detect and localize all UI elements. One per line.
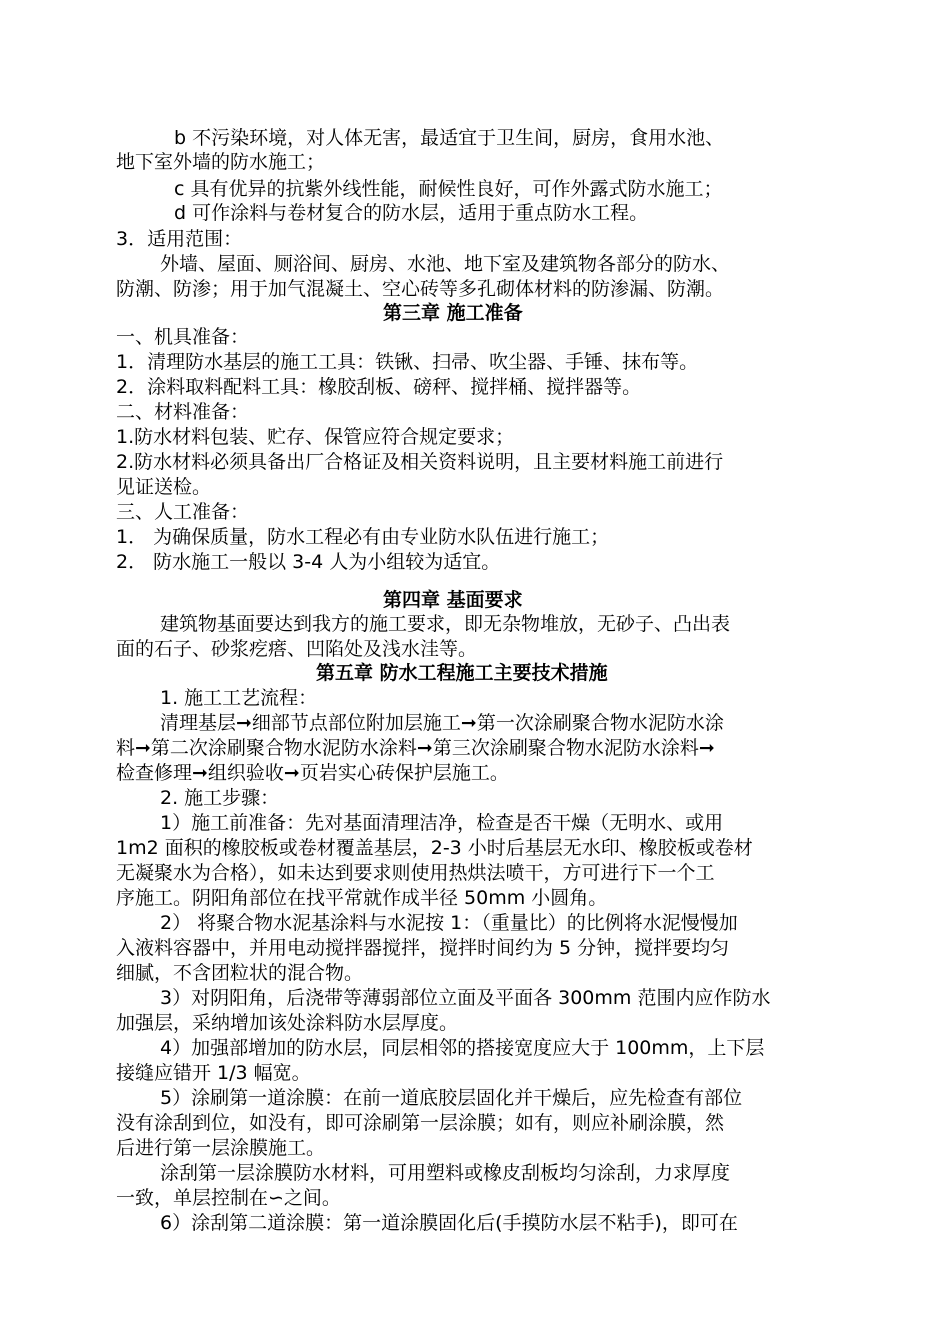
step-2-line3: 细腻，不含团粒状的混合物。 — [116, 962, 364, 984]
step-5-line2: 没有涂刮到位，如没有，即可涂刷第一层涂膜；如有，则应补刷涂膜，然 — [116, 1112, 725, 1134]
para-prop-b-line2: 地下室外墙的防水施工； — [116, 151, 326, 173]
heading-labor: 三、人工准备： — [116, 501, 250, 523]
item-materials-1: 1.防水材料包装、贮存、保管应符合规定要求； — [116, 426, 515, 448]
item-tools-2: 2．涂料取料配料工具：橡胶刮板、磅秤、搅拌桶、搅拌器等。 — [116, 376, 642, 398]
step-4-line2: 接缝应错开 1/3 幅宽。 — [116, 1062, 311, 1084]
step-3-line2: 加强层，采纳增加该处涂料防水层厚度。 — [116, 1012, 459, 1034]
chapter-3-title: 第三章 施工准备 — [383, 302, 523, 324]
step-5-line5: 一致，单层控制在∽之间。 — [116, 1187, 341, 1209]
heading-scope: 3．适用范围： — [116, 228, 243, 250]
item-labor-1: 1． 为确保质量，防水工程必有由专业防水队伍进行施工； — [116, 526, 610, 548]
para-prop-c: c 具有优异的抗紫外线性能，耐候性良好，可作外露式防水施工； — [174, 178, 723, 200]
step-2-line1: 2） 将聚合物水泥基涂料与水泥按 1：（重量比）的比例将水泥慢慢加 — [160, 912, 738, 934]
para-base-line1: 建筑物基面要达到我方的施工要求，即无杂物堆放，无砂子、凸出表 — [160, 613, 731, 635]
step-5-line4: 涂刮第一层涂膜防水材料，可用塑料或橡皮刮板均匀涂刮，力求厚度 — [160, 1162, 731, 1184]
para-scope-line2: 防潮、防渗；用于加气混凝土、空心砖等多孔砌体材料的防渗漏、防潮。 — [116, 278, 725, 300]
chapter-4-title: 第四章 基面要求 — [383, 589, 523, 611]
para-flow-line1: 清理基层➞细部节点部位附加层施工➞第一次涂刷聚合物水泥防水涂 — [160, 712, 724, 734]
step-1-line4: 序施工。阴阳角部位在找平常就作成半径 50mm 小圆角。 — [116, 887, 608, 909]
item-materials-2-line2: 见证送检。 — [116, 476, 212, 498]
item-labor-2: 2． 防水施工一般以 3-4 人为小组较为适宜。 — [116, 551, 501, 573]
step-4-line1: 4）加强部增加的防水层，同层相邻的搭接宽度应大于 100mm，上下层 — [160, 1037, 765, 1059]
item-tools-1: 1．清理防水基层的施工工具：铁锹、扫帚、吹尘器、手锤、抹布等。 — [116, 351, 699, 373]
para-flow-line3: 检查修理➞组织验收➞页岩实心砖保护层施工。 — [116, 762, 509, 784]
para-base-line2: 面的石子、砂浆疙瘩、凹陷处及浅水洼等。 — [116, 638, 478, 660]
step-3-line1: 3）对阴阳角，后浇带等薄弱部位立面及平面各 300mm 范围内应作防水 — [160, 987, 771, 1009]
step-5-line1: 5）涂刷第一道涂膜：在前一道底胶层固化并干燥后，应先检查有部位 — [160, 1087, 743, 1109]
heading-tools: 一、机具准备： — [116, 326, 250, 348]
heading-steps: 2. 施工步骤： — [160, 787, 280, 809]
heading-materials: 二、材料准备： — [116, 401, 250, 423]
item-materials-2-line1: 2.防水材料必须具备出厂合格证及相关资料说明，且主要材料施工前进行 — [116, 451, 724, 473]
heading-process-flow: 1. 施工工艺流程： — [160, 687, 318, 709]
para-prop-b-line1: b 不污染环境，对人体无害，最适宜于卫生间，厨房，食用水池、 — [174, 127, 725, 149]
para-flow-line2: 料➞第二次涂刷聚合物水泥防水涂料➞第三次涂刷聚合物水泥防水涂料➞ — [116, 737, 715, 759]
step-1-line3: 无凝聚水为合格），如未达到要求则使用热烘法喷干，方可进行下一个工 — [116, 862, 715, 884]
para-prop-d: d 可作涂料与卷材复合的防水层，适用于重点防水工程。 — [174, 202, 649, 224]
chapter-5-title: 第五章 防水工程施工主要技术措施 — [316, 662, 608, 684]
step-1-line1: 1）施工前准备：先对基面清理洁净，检查是否干燥（无明水、或用 — [160, 812, 724, 834]
step-5-line3: 后进行第一层涂膜施工。 — [116, 1137, 326, 1159]
step-2-line2: 入液料容器中，并用电动搅拌器搅拌，搅拌时间约为 5 分钟，搅拌要均匀 — [116, 937, 730, 959]
para-scope-line1: 外墙、屋面、厕浴间、厨房、水池、地下室及建筑物各部分的防水、 — [160, 253, 731, 275]
step-1-line2: 1m2 面积的橡胶板或卷材覆盖基层，2-3 小时后基层无水印、橡胶板或卷材 — [116, 837, 753, 859]
step-6-line1: 6）涂刮第二道涂膜：第一道涂膜固化后(手摸防水层不粘手)，即可在 — [160, 1212, 738, 1234]
